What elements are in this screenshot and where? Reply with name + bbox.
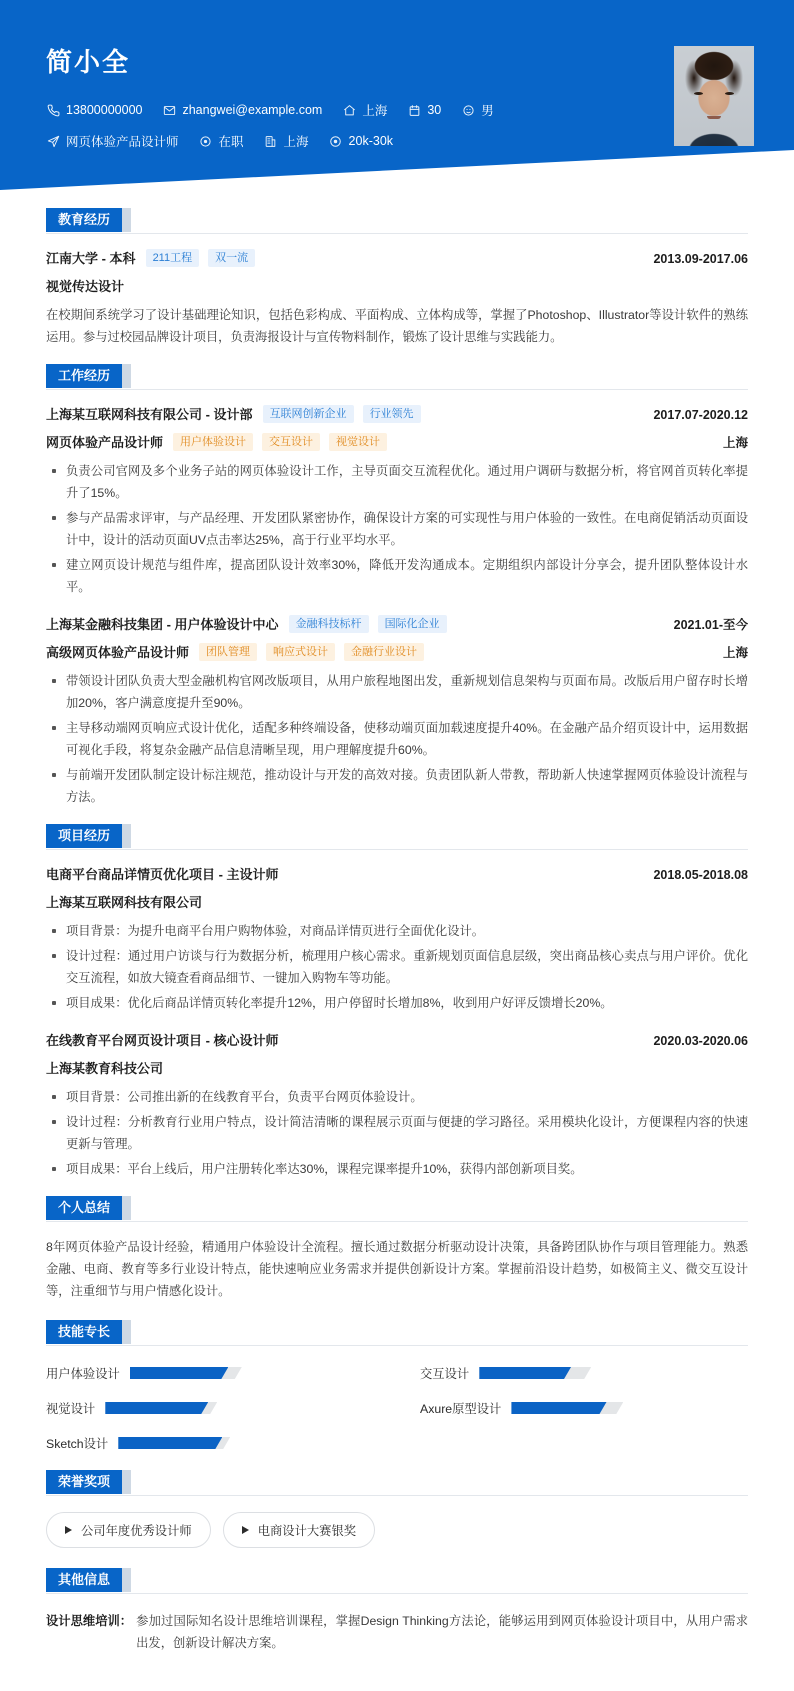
- skills-grid: [46, 1360, 748, 1452]
- work-bullet: 负责公司官网及多个业务子站的网页体验设计工作，主导页面交互流程优化。通过用户调研与数据分析，将官网首页转化率提升了15%。: [48, 460, 748, 504]
- education-entry: [46, 248, 748, 348]
- other-info-label: 设计思维培训：: [46, 1614, 133, 1628]
- section-work: [46, 364, 748, 808]
- skill-progress-track: [130, 1367, 242, 1379]
- work-company-left: [46, 614, 456, 633]
- skill-label: 交互设计: [420, 1367, 470, 1381]
- work-role-tag: 用户体验设计: [173, 433, 253, 451]
- section-title-skills: 技能专长: [46, 1320, 122, 1344]
- skill-item: [46, 1364, 374, 1382]
- work-bullet: 建立网页设计规范与组件库，提高团队设计效率30%，降低开发沟通成本。定期组织内部设计分享会，提升团队整体设计水平。: [48, 554, 748, 598]
- section-divider: [46, 233, 748, 234]
- section-header-summary: [46, 1196, 748, 1222]
- skill-progress-track: [118, 1437, 230, 1449]
- contact-gender: [461, 101, 494, 119]
- project-date: 2020.03-2020.06: [653, 1034, 748, 1048]
- education-description: 在校期间系统学习了设计基础理论知识，包括色彩构成、平面构成、立体构成等，掌握了Photoshop、Illustrator等设计软件的熟练运用。参与过校园品牌设计项目，负责海报设计与宣传物料制作，锻炼了设计思维与实践能力。: [46, 308, 748, 344]
- project-bullet: 项目背景：为提升电商平台用户购物体验，对商品详情页进行全面优化设计。: [48, 920, 748, 942]
- project-left: [46, 864, 289, 883]
- education-entry-headline: [46, 248, 748, 267]
- work-company: 上海某互联网科技有限公司 - 设计部: [46, 407, 253, 422]
- section-other: [46, 1568, 748, 1654]
- project-bullet: 设计过程：通过用户访谈与行为数据分析，梳理用户核心需求。重新规划页面信息层级，突出商品核心卖点与用户评价。优化交互流程，如放大镜查看商品细节、一键加入购物车等功能。: [48, 945, 748, 989]
- contact-gender-text: 男: [481, 104, 494, 118]
- work-role-line: [46, 432, 748, 451]
- skill-progress-track: [105, 1402, 217, 1414]
- project-date: 2018.05-2018.08: [653, 868, 748, 882]
- play-triangle-icon: [242, 1526, 249, 1534]
- project-bullet: 项目背景：公司推出新的在线教育平台，负责平台网页体验设计。: [48, 1086, 748, 1108]
- skill-label: Sketch设计: [46, 1437, 109, 1451]
- contact-age-text: 30: [427, 103, 442, 117]
- contact-phone-text: 13800000000: [66, 103, 143, 117]
- skill-item: [46, 1399, 374, 1417]
- section-education: [46, 208, 748, 348]
- section-divider: [46, 1345, 748, 1346]
- work-company-tag: 国际化企业: [378, 615, 447, 633]
- work-date: 2017.07-2020.12: [653, 408, 748, 422]
- award-item[interactable]: [46, 1512, 211, 1548]
- contact-email-text: zhangwei@example.com: [182, 103, 323, 117]
- header-info-block: [46, 42, 514, 163]
- avatar-mouth: [707, 116, 721, 119]
- work-bullet: 与前端开发团队制定设计标注规范，推动设计与开发的高效对接。负责团队新人带教，帮助新人快速掌握网页体验设计流程与方法。: [48, 764, 748, 808]
- work-role: 网页体验产品设计师: [46, 435, 164, 450]
- section-title-projects: 项目经历: [46, 824, 122, 848]
- work-date: 2021.01-至今: [673, 618, 748, 632]
- work-location: 上海: [722, 646, 748, 660]
- work-bullet: 主导移动端网页响应式设计优化，适配多种终端设备，使移动端页面加载速度提升40%。在金融产品介绍页设计中，运用数据可视化手段，将复杂金融产品信息清晰呈现，用户理解度提升60%。: [48, 717, 748, 761]
- building-icon: [264, 134, 278, 148]
- section-header-work: [46, 364, 748, 390]
- section-awards: [46, 1470, 748, 1548]
- contact-row-primary: [46, 101, 514, 119]
- project-bullet: 项目成果：平台上线后，用户注册转化率达30%，课程完课率提升10%，获得内部创新项目奖。: [48, 1158, 748, 1180]
- contact-age: [407, 103, 441, 117]
- work-role-tag: 视觉设计: [329, 433, 387, 451]
- section-title-work: 工作经历: [46, 364, 122, 388]
- section-header-education: [46, 208, 748, 234]
- skill-item: [420, 1399, 748, 1417]
- section-divider: [46, 1593, 748, 1594]
- project-entry: [46, 1030, 748, 1180]
- work-company-tag: 行业领先: [363, 405, 421, 423]
- education-date: 2013.09-2017.06: [653, 252, 748, 266]
- section-title-summary: 个人总结: [46, 1196, 122, 1220]
- avatar-eye-left: [694, 92, 703, 95]
- section-divider: [46, 849, 748, 850]
- job-city: [264, 132, 309, 150]
- job-intent: [46, 132, 179, 150]
- work-company-tag: 金融科技标杆: [289, 615, 369, 633]
- work-role-tag: 团队管理: [199, 643, 257, 661]
- project-headline: [46, 1030, 748, 1049]
- work-bullet: 参与产品需求评审，与产品经理、开发团队紧密协作，确保设计方案的可实现性与用户体验的一致性。在电商促销活动页面设计中，设计的活动页面UV点击率达25%，高于行业平均水平。: [48, 507, 748, 551]
- award-item[interactable]: [223, 1512, 375, 1548]
- page-title: 简小全: [46, 47, 131, 77]
- work-company-line: [46, 614, 748, 633]
- project-left: [46, 1030, 289, 1049]
- avatar-face: [674, 46, 754, 146]
- contact-phone: [46, 103, 142, 117]
- work-bullet: 带领设计团队负责大型金融机构官网改版项目，从用户旅程地图出发，重新规划信息架构与页面布局。改版后用户留存时长增加20%，客户满意度提升至90%。: [48, 670, 748, 714]
- skill-progress-fill: [130, 1367, 229, 1379]
- play-triangle-icon: [65, 1526, 72, 1534]
- project-name: 在线教育平台网页设计项目 - 核心设计师: [46, 1033, 279, 1048]
- resume-body: [0, 190, 794, 1690]
- skill-progress-fill: [118, 1437, 222, 1449]
- award-label: 电商设计大赛银奖: [257, 1524, 357, 1538]
- section-divider: [46, 389, 748, 390]
- resume-header: [0, 0, 794, 190]
- section-header-skills: [46, 1320, 748, 1346]
- work-entry: [46, 404, 748, 598]
- section-title-other: 其他信息: [46, 1568, 122, 1592]
- skill-progress-fill: [479, 1367, 571, 1379]
- skill-progress-fill: [511, 1402, 606, 1414]
- section-title-awards: 荣誉奖项: [46, 1470, 122, 1494]
- project-company: 上海某互联网科技有限公司: [46, 895, 203, 910]
- salary-icon: [329, 134, 343, 148]
- job-status-text: 在职: [218, 135, 244, 149]
- send-icon: [46, 134, 60, 148]
- section-skills: [46, 1320, 748, 1452]
- other-info-row: [46, 1608, 748, 1654]
- skill-progress-track: [479, 1367, 591, 1379]
- project-name: 电商平台商品详情页优化项目 - 主设计师: [46, 867, 279, 882]
- work-location: 上海: [722, 436, 748, 450]
- gender-icon: [461, 103, 475, 117]
- work-bullets: [48, 460, 748, 598]
- project-headline: [46, 864, 748, 883]
- calendar-icon: [407, 103, 421, 117]
- other-info-text: 参加过国际知名设计思维培训课程，掌握Design Thinking方法论，能够运用到网页体验设计项目中，从用户需求出发，创新设计解决方案。: [136, 1614, 748, 1650]
- skill-progress-track: [511, 1402, 623, 1414]
- project-bullet: 项目成果：优化后商品详情页转化率提升12%，用户停留时长增加8%，收到用户好评反馈增长20%。: [48, 992, 748, 1014]
- job-status: [199, 132, 244, 150]
- work-company-left: [46, 404, 430, 423]
- email-icon: [162, 103, 176, 117]
- contact-email: [162, 103, 322, 117]
- job-salary: [329, 134, 393, 148]
- education-tag: 211工程: [146, 249, 200, 267]
- section-divider: [46, 1221, 748, 1222]
- education-tag: 双一流: [208, 249, 255, 267]
- award-label: 公司年度优秀设计师: [81, 1524, 192, 1538]
- contact-row-secondary: [46, 132, 514, 150]
- section-title-education: 教育经历: [46, 208, 122, 232]
- work-role-left: [46, 642, 433, 661]
- skill-progress-fill: [105, 1402, 208, 1414]
- skill-label: Axure原型设计: [420, 1402, 502, 1416]
- work-company: 上海某金融科技集团 - 用户体验设计中心: [46, 617, 279, 632]
- work-company-line: [46, 404, 748, 423]
- work-company-tag: 互联网创新企业: [263, 405, 354, 423]
- work-role-left: [46, 432, 396, 451]
- home-icon: [342, 103, 356, 117]
- awards-list: [46, 1510, 748, 1548]
- status-icon: [199, 134, 213, 148]
- education-major: 视觉传达设计: [46, 279, 125, 294]
- section-header-other: [46, 1568, 748, 1594]
- education-school: 江南大学 - 本科: [46, 251, 136, 266]
- education-entry-left: [46, 248, 264, 267]
- contact-hometown: [342, 101, 387, 119]
- project-bullets: [48, 1086, 748, 1180]
- project-bullet: 设计过程：分析教育行业用户特点，设计简洁清晰的课程展示页面与便捷的学习路径。采用模块化设计，方便课程内容的快速更新与管理。: [48, 1111, 748, 1155]
- skill-label: 用户体验设计: [46, 1367, 120, 1381]
- job-intent-text: 网页体验产品设计师: [66, 135, 179, 149]
- work-role-tag: 交互设计: [262, 433, 320, 451]
- work-role-tag: 金融行业设计: [344, 643, 424, 661]
- project-entry: [46, 864, 748, 1014]
- project-bullets: [48, 920, 748, 1014]
- skill-item: [420, 1364, 748, 1382]
- phone-icon: [46, 103, 60, 117]
- section-projects: [46, 824, 748, 1180]
- avatar: [674, 46, 754, 146]
- work-entry: [46, 614, 748, 808]
- project-company: 上海某教育科技公司: [46, 1061, 164, 1076]
- job-salary-text: 20k-30k: [348, 134, 394, 148]
- avatar-eye-right: [725, 92, 734, 95]
- skill-label: 视觉设计: [46, 1402, 96, 1416]
- section-divider: [46, 1495, 748, 1496]
- section-header-awards: [46, 1470, 748, 1496]
- section-header-projects: [46, 824, 748, 850]
- skill-item: [46, 1434, 374, 1452]
- work-role-tag: 响应式设计: [266, 643, 335, 661]
- job-city-text: 上海: [283, 135, 309, 149]
- work-role: 高级网页体验产品设计师: [46, 645, 190, 660]
- section-summary: [46, 1196, 748, 1302]
- work-role-line: [46, 642, 748, 661]
- summary-text: 8年网页体验产品设计经验，精通用户体验设计全流程。擅长通过数据分析驱动设计决策，具备跨团队协作与项目管理能力。熟悉金融、电商、教育等多行业设计特点，能快速响应业务需求并提供创新设计方案。掌握前沿设计趋势，如极简主义、微交互设计等，注重细节与用户情感化设计。: [46, 1240, 748, 1298]
- contact-hometown-text: 上海: [362, 104, 388, 118]
- work-bullets: [48, 670, 748, 808]
